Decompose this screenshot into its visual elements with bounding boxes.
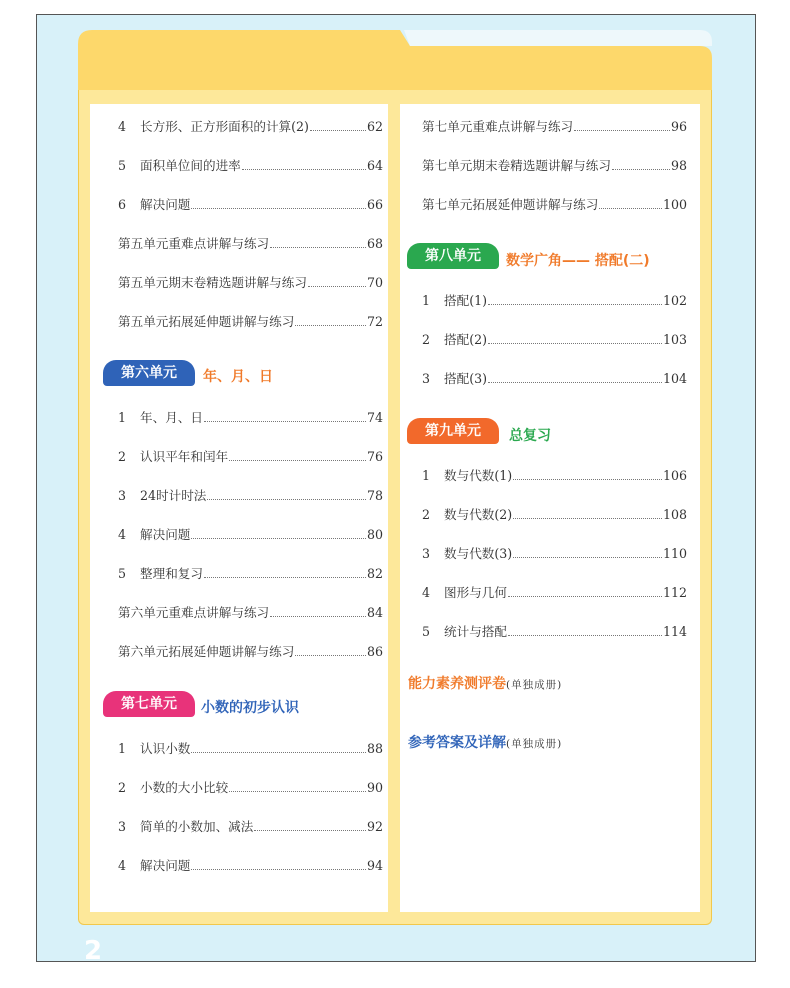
leader-dots [488,382,662,383]
entry-page: 82 [366,566,383,581]
unit-badge-8[interactable]: 第八单元 [407,243,499,269]
entry-text: 搭配(2) [444,332,488,347]
leader-dots [204,421,366,422]
toc-entry[interactable]: 4 图形与几何 112 [422,585,687,600]
toc-entry[interactable]: 4 解决问题 94 [118,858,383,873]
toc-entry[interactable] [118,605,383,621]
entry-page: 64 [366,158,383,173]
entry-page: 96 [670,119,687,134]
toc-entry[interactable]: 3 数与代数(3) 110 [422,546,687,561]
leader-dots [295,325,366,326]
extra-title: 参考答案及详解 [408,735,506,751]
leader-dots [191,208,366,209]
entry-text: 第六单元重难点讲解与练习 [118,605,270,620]
toc-entry[interactable] [422,158,687,174]
leader-dots [229,791,366,792]
entry-page: 78 [366,488,383,503]
entry-text: 图形与几何 [444,585,507,600]
toc-entry[interactable]: 3 简单的小数加、减法 92 [118,819,383,834]
unit-badge-9[interactable]: 第九单元 [407,418,499,444]
toc-entry[interactable] [118,314,383,330]
toc-entry[interactable]: 1 搭配(1) 102 [422,293,687,308]
extra-note: (单独成册) [506,679,563,691]
toc-entry[interactable]: 3 搭配(3) 104 [422,371,687,386]
leader-dots [254,830,366,831]
entry-page: 94 [366,858,383,873]
entry-page: 80 [366,527,383,542]
entry-page: 114 [662,624,687,639]
toc-entry[interactable] [118,644,383,660]
toc-entry[interactable]: 2 数与代数(2) 108 [422,507,687,522]
entry-text: 认识小数 [140,741,191,756]
toc-entry[interactable]: 4 解决问题 80 [118,527,383,542]
extra-note: (单独成册) [506,738,563,750]
entry-text: 第五单元期末卷精选题讲解与练习 [118,275,307,290]
leader-dots [242,169,366,170]
entry-page: 76 [366,449,383,464]
leader-dots [207,499,366,500]
entry-page: 66 [366,197,383,212]
leader-dots [229,460,366,461]
toc-entry[interactable]: 4 长方形、正方形面积的计算(2) 62 [118,119,383,134]
entry-text: 第五单元拓展延伸题讲解与练习 [118,314,295,329]
entry-text: 第六单元拓展延伸题讲解与练习 [118,644,295,659]
leader-dots [513,557,662,558]
leader-dots [204,577,366,578]
leader-dots [488,343,662,344]
unit-badge-6[interactable]: 第六单元 [103,360,195,386]
toc-entry[interactable]: 5 面积单位间的进率 64 [118,158,383,173]
leader-dots [574,130,670,131]
entry-page: 108 [662,507,687,522]
toc-entry[interactable] [118,236,383,252]
toc-entry[interactable]: 5 统计与搭配 114 [422,624,687,639]
entry-text: 面积单位间的进率 [140,158,241,173]
entry-page: 103 [662,332,687,347]
entry-page: 62 [366,119,383,134]
leader-dots [513,479,662,480]
toc-entry[interactable] [422,119,687,135]
leader-dots [295,655,366,656]
leader-dots [513,518,662,519]
entry-text: 认识平年和闰年 [140,449,229,464]
entry-text: 第七单元期末卷精选题讲解与练习 [422,158,611,173]
entry-text: 解决问题 [140,527,191,542]
entry-page: 72 [366,314,383,329]
entry-text: 第七单元拓展延伸题讲解与练习 [422,197,599,212]
entry-text: 统计与搭配 [444,624,507,639]
entry-page: 112 [662,585,687,600]
leader-dots [270,616,366,617]
unit-badge-7[interactable]: 第七单元 [103,691,195,717]
entry-text: 搭配(1) [444,293,488,308]
extra-item-assessment[interactable] [408,673,562,693]
entry-page: 86 [366,644,383,659]
toc-entry[interactable] [118,275,383,291]
entry-page: 104 [662,371,687,386]
unit-title-6: 年、月、日 [203,369,273,385]
toc-entry[interactable] [422,197,687,213]
entry-text: 数与代数(2) [444,507,513,522]
extra-title: 能力素养测评卷 [408,676,506,692]
toc-entry[interactable]: 6 解决问题 66 [118,197,383,212]
toc-entry[interactable]: 2 小数的大小比较 90 [118,780,383,795]
entry-text: 24时计时法 [140,488,207,503]
entry-text: 简单的小数加、减法 [140,819,254,834]
unit-title-9: 总复习 [509,428,551,444]
extra-item-answers[interactable] [408,732,562,752]
leader-dots [191,538,366,539]
unit-title-7: 小数的初步认识 [201,700,299,716]
toc-entry[interactable]: 1 认识小数 88 [118,741,383,756]
entry-page: 100 [662,197,687,212]
entry-page: 74 [366,410,383,425]
entry-page: 106 [662,468,687,483]
entry-text: 解决问题 [140,197,191,212]
entry-page: 88 [366,741,383,756]
leader-dots [270,247,366,248]
toc-entry[interactable]: 1 年、月、日 74 [118,410,383,425]
entry-text: 解决问题 [140,858,191,873]
entry-text: 整理和复习 [140,566,203,581]
toc-entry[interactable]: 1 数与代数(1) 106 [422,468,687,483]
entry-text: 搭配(3) [444,371,488,386]
entry-page: 70 [366,275,383,290]
entry-text: 第七单元重难点讲解与练习 [422,119,574,134]
leader-dots [599,208,662,209]
entry-page: 92 [366,819,383,834]
entry-page: 110 [662,546,687,561]
leader-dots [488,304,662,305]
leader-dots [191,869,366,870]
entry-text: 小数的大小比较 [140,780,229,795]
leader-dots [308,286,366,287]
entry-page: 98 [670,158,687,173]
page-number: 2 [84,936,103,966]
entry-text: 第五单元重难点讲解与练习 [118,236,270,251]
entry-text: 年、月、日 [140,410,203,425]
toc-entry[interactable]: 2 搭配(2) 103 [422,332,687,347]
entry-page: 84 [366,605,383,620]
leader-dots [612,169,670,170]
leader-dots [508,635,662,636]
toc-entry[interactable]: 3 24时计时法 78 [118,488,383,503]
leader-dots [310,130,366,131]
toc-entry[interactable]: 2 认识平年和闰年 76 [118,449,383,464]
entry-page: 68 [366,236,383,251]
unit-title-8: 数学广角—— 搭配(二) [506,253,650,269]
entry-text: 数与代数(1) [444,468,513,483]
leader-dots [508,596,662,597]
entry-page: 102 [662,293,687,308]
folder-tab-header [78,30,712,92]
entry-page: 90 [366,780,383,795]
entry-text: 长方形、正方形面积的计算(2) [140,119,309,134]
entry-text: 数与代数(3) [444,546,513,561]
toc-entry[interactable]: 5 整理和复习 82 [118,566,383,581]
leader-dots [191,752,366,753]
